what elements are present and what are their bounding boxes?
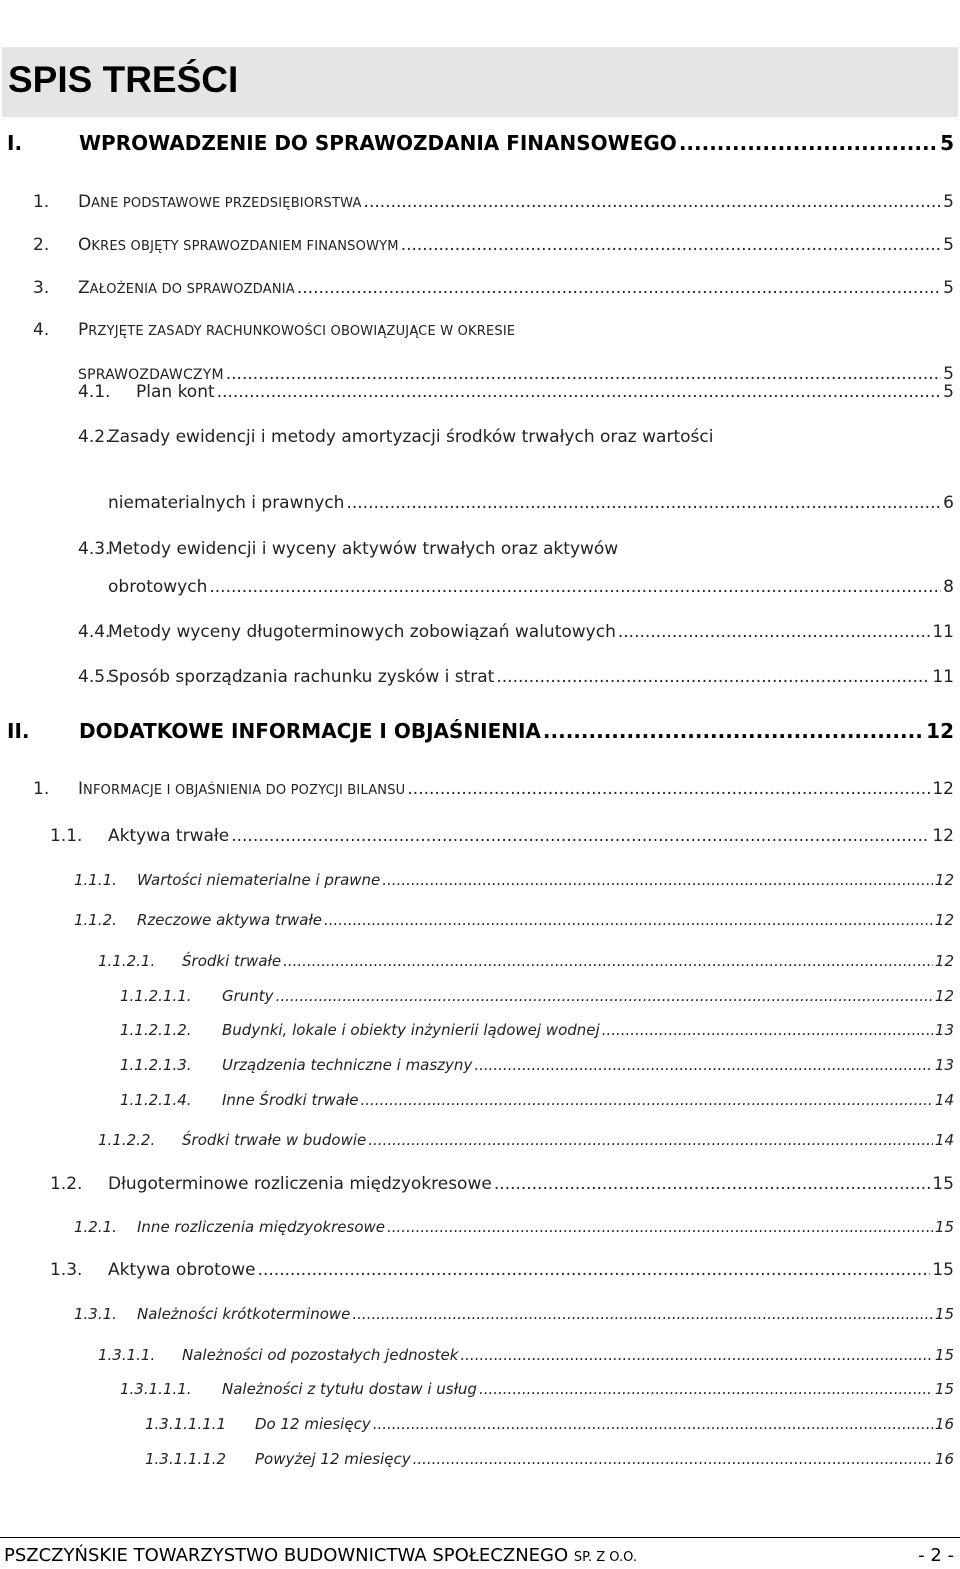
- toc-entry-page: 16: [934, 1415, 954, 1433]
- toc-entry[interactable]: [33, 235, 954, 255]
- toc-entry-text: Grunty: [222, 987, 274, 1005]
- toc-entry[interactable]: [98, 1346, 954, 1364]
- toc-entry-text: Metody ewidencji i wyceny aktywów trwałych oraz aktywów: [108, 539, 619, 559]
- toc-leader-dots: [407, 779, 930, 799]
- toc-entry[interactable]: [50, 1174, 954, 1194]
- toc-entry[interactable]: [78, 622, 954, 642]
- toc-entry-text: Urządzenia techniczne i maszyny: [222, 1056, 473, 1074]
- toc-entry-number: 1.2.1.: [74, 1218, 117, 1236]
- toc-entry-text-smallcaps: ANE PODSTAWOWE PRZEDSIĘBIORSTWA: [91, 196, 362, 211]
- toc-entry-text: Długoterminowe rozliczenia międzyokresowe: [108, 1174, 492, 1194]
- toc-entry-number: 4.: [33, 320, 50, 340]
- toc-entry[interactable]: [108, 577, 954, 597]
- toc-leader-dots: [413, 1450, 933, 1468]
- toc-entry[interactable]: [33, 278, 954, 298]
- toc-entry-text: [78, 278, 295, 298]
- toc-entry[interactable]: [7, 131, 954, 155]
- toc-entry-text-initial: P: [78, 320, 89, 340]
- toc-entry-number: 4.2.: [78, 427, 111, 447]
- toc-entry[interactable]: [108, 493, 954, 513]
- toc-entry[interactable]: [74, 1305, 954, 1323]
- toc-entry-page: 15: [934, 1218, 954, 1236]
- toc-entry-text: Aktywa trwałe: [108, 826, 230, 846]
- toc-entry-text: Do 12 miesięcy: [255, 1415, 371, 1433]
- toc-entry-page: 15: [932, 1174, 954, 1194]
- toc-leader-dots: [679, 131, 938, 155]
- toc-entry-page: 15: [934, 1346, 954, 1364]
- toc-entry-number: 4.1.: [78, 382, 111, 402]
- toc-entry-text: Należności krótkoterminowe: [137, 1305, 351, 1323]
- toc-leader-dots: [373, 1415, 933, 1433]
- toc-entry-page: 5: [940, 131, 954, 155]
- toc-entry-page: 14: [934, 1131, 954, 1149]
- toc-entry-page: 12: [932, 779, 954, 799]
- toc-entry[interactable]: [33, 192, 954, 212]
- toc-entry-text: Metody wyceny długoterminowych zobowiązań walutowych: [108, 622, 616, 642]
- footer-page-number: - 2 -: [918, 1545, 954, 1566]
- toc-leader-dots: [226, 364, 941, 384]
- toc-leader-dots: [387, 1218, 933, 1236]
- toc-entry-text-continued: obrotowych: [108, 577, 208, 597]
- toc-leader-dots: [479, 1380, 933, 1398]
- toc-entry-page: 11: [932, 667, 954, 687]
- toc-entry-text: DODATKOWE INFORMACJE I OBJAŚNIENIA: [79, 719, 541, 743]
- toc-entry-first-line[interactable]: [78, 427, 713, 447]
- toc-leader-dots: [217, 382, 942, 402]
- toc-entry[interactable]: [120, 1021, 954, 1039]
- toc-entry[interactable]: [78, 364, 954, 384]
- toc-entry-number: 1.1.2.1.1.: [120, 987, 192, 1005]
- toc-entry-text-initial: I: [78, 779, 84, 799]
- toc-entry-text: Wartości niematerialne i prawne: [137, 871, 381, 889]
- toc-entry-text: Zasady ewidencji i metody amortyzacji środków trwałych oraz wartości: [108, 427, 714, 447]
- footer-divider: [0, 1537, 960, 1538]
- toc-leader-dots: [231, 826, 930, 846]
- toc-entry-number: I.: [7, 131, 23, 155]
- footer-company-suffix: SP. Z O.O.: [573, 1550, 637, 1565]
- toc-entry-text: Należności z tytułu dostaw i usług: [222, 1380, 477, 1398]
- toc-entry-text-continued: niematerialnych i prawnych: [108, 493, 345, 513]
- toc-entry-page: 12: [934, 987, 954, 1005]
- toc-entry-number: 3.: [33, 278, 50, 298]
- toc-entry-text: Sposób sporządzania rachunku zysków i strat: [108, 667, 495, 687]
- toc-leader-dots: [297, 278, 941, 298]
- toc-entry-number: 4.4.: [78, 622, 111, 642]
- toc-entry-number: 1.: [33, 192, 50, 212]
- toc-entry-page: 14: [934, 1091, 954, 1109]
- toc-entry-page: 11: [932, 622, 954, 642]
- toc-entry-number: 1.1.2.2.: [98, 1131, 156, 1149]
- toc-entry-number: 1.3.1.1.: [98, 1346, 156, 1364]
- toc-entry-text: [78, 779, 405, 799]
- toc-entry-page: 5: [943, 235, 954, 255]
- toc-entry[interactable]: [98, 952, 954, 970]
- toc-leader-dots: [602, 1021, 933, 1039]
- toc-entry-page: 13: [934, 1056, 954, 1074]
- toc-entry-text: Środki trwałe: [182, 952, 282, 970]
- toc-entry-number: 1.3.1.1.1.2: [145, 1450, 227, 1468]
- toc-entry-page: 8: [943, 577, 954, 597]
- toc-entry-number: 1.1.2.1.3.: [120, 1056, 192, 1074]
- toc-entry-number: 1.2.: [50, 1174, 83, 1194]
- toc-entry-text-initial: Z: [78, 278, 90, 298]
- toc-leader-dots: [352, 1305, 933, 1323]
- toc-entry-number: 1.1.1.: [74, 871, 117, 889]
- toc-entry-page: 12: [934, 911, 954, 929]
- toc-entry-text: Aktywa obrotowe: [108, 1260, 256, 1280]
- toc-leader-dots: [382, 871, 933, 889]
- toc-leader-dots: [494, 1174, 931, 1194]
- toc-entry[interactable]: [50, 1260, 954, 1280]
- toc-entry-text: Inne rozliczenia międzyokresowe: [137, 1218, 385, 1236]
- toc-entry[interactable]: [74, 911, 954, 929]
- toc-entry[interactable]: [33, 779, 954, 799]
- toc-entry-number: 1.: [33, 779, 50, 799]
- toc-entry[interactable]: [78, 667, 954, 687]
- toc-entry-text-smallcaps: KRES OBJĘTY SPRAWOZDANIEM FINANSOWYM: [91, 239, 399, 254]
- toc-leader-dots: [346, 493, 941, 513]
- toc-entry-number: 4.5.: [78, 667, 111, 687]
- toc-entry-page: 5: [943, 278, 954, 298]
- toc-leader-dots: [258, 1260, 931, 1280]
- toc-entry[interactable]: [120, 1091, 954, 1109]
- toc-entry-page: 15: [932, 1260, 954, 1280]
- toc-entry[interactable]: [7, 719, 954, 743]
- toc-leader-dots: [368, 1131, 933, 1149]
- toc-entry-page: 12: [934, 952, 954, 970]
- toc-entry-page: 15: [934, 1305, 954, 1323]
- toc-entry-page: 6: [943, 493, 954, 513]
- toc-entry-page: 5: [943, 192, 954, 212]
- toc-entry-text: Należności od pozostałych jednostek: [182, 1346, 459, 1364]
- toc-entry-text: WPROWADZENIE DO SPRAWOZDANIA FINANSOWEGO: [79, 131, 677, 155]
- toc-entry[interactable]: [145, 1450, 954, 1468]
- toc-entry-text-continued: SPRAWOZDAWCZYM: [78, 367, 224, 383]
- toc-entry-page: 13: [934, 1021, 954, 1039]
- toc-entry-number: 1.1.: [50, 826, 83, 846]
- toc-entry-text: Rzeczowe aktywa trwałe: [137, 911, 322, 929]
- toc-entry-text-initial: D: [78, 192, 92, 212]
- toc-leader-dots: [618, 622, 931, 642]
- toc-leader-dots: [474, 1056, 933, 1074]
- toc-leader-dots: [496, 667, 930, 687]
- toc-entry-page: 5: [943, 364, 954, 384]
- toc-leader-dots: [361, 1091, 933, 1109]
- toc-entry[interactable]: [120, 1056, 954, 1074]
- toc-entry-text-smallcaps: NFORMACJE I OBJAŚNIENIA DO POZYCJI BILANSU: [83, 783, 406, 798]
- toc-entry[interactable]: [120, 987, 954, 1005]
- toc-leader-dots: [276, 987, 933, 1005]
- toc-entry-page: 16: [934, 1450, 954, 1468]
- toc-entry-first-line[interactable]: [78, 539, 618, 559]
- toc-entry[interactable]: [74, 871, 954, 889]
- toc-entry-text: [78, 192, 362, 212]
- toc-entry-text: Inne Środki trwałe: [222, 1091, 359, 1109]
- toc-entry-number: II.: [7, 719, 30, 743]
- toc-leader-dots: [283, 952, 933, 970]
- toc-entry-page: 12: [926, 719, 954, 743]
- toc-entry-text-smallcaps: AŁOŻENIA DO SPRAWOZDANIA: [89, 282, 295, 297]
- toc-leader-dots: [209, 577, 941, 597]
- toc-entry-page: 15: [934, 1380, 954, 1398]
- toc-entry-page: 12: [932, 826, 954, 846]
- toc-entry-page: 5: [943, 382, 954, 402]
- toc-entry-page: 12: [934, 871, 954, 889]
- toc-entry-text-initial: O: [78, 235, 92, 255]
- toc-entry[interactable]: [50, 826, 954, 846]
- toc-entry-number: 1.3.1.1.1.: [120, 1380, 192, 1398]
- footer-company-name: PSZCZYŃSKIE TOWARZYSTWO BUDOWNICTWA SPOŁECZNEGO: [4, 1545, 569, 1566]
- toc-leader-dots: [364, 192, 942, 212]
- toc-entry-first-line[interactable]: [33, 320, 515, 340]
- toc-entry-number: 1.1.2.1.: [98, 952, 156, 970]
- toc-leader-dots: [324, 911, 933, 929]
- toc-entry-number: 1.3.1.: [74, 1305, 117, 1323]
- toc-entry-number: 1.1.2.: [74, 911, 117, 929]
- toc-entry[interactable]: [120, 1380, 954, 1398]
- toc-entry-text: Budynki, lokale i obiekty inżynierii lądowej wodnej: [222, 1021, 600, 1039]
- toc-entry-number: 2.: [33, 235, 50, 255]
- toc-entry-text-smallcaps: RZYJĘTE ZASADY RACHUNKOWOŚCI OBOWIĄZUJĄCE W OKRESIE: [88, 324, 516, 339]
- toc-entry-text: [78, 235, 399, 255]
- toc-entry[interactable]: [98, 1131, 954, 1149]
- toc-entry-number: 1.1.2.1.2.: [120, 1021, 192, 1039]
- toc-entry-number: 4.3.: [78, 539, 111, 559]
- toc-leader-dots: [401, 235, 941, 255]
- toc-entry[interactable]: [78, 382, 954, 402]
- toc-entry[interactable]: [145, 1415, 954, 1433]
- toc-entry-number: 1.3.1.1.1.1: [145, 1415, 227, 1433]
- page-title: SPIS TREŚCI: [8, 59, 239, 100]
- toc-entry-number: 1.1.2.1.4.: [120, 1091, 192, 1109]
- toc-entry-text: Środki trwałe w budowie: [182, 1131, 367, 1149]
- toc-leader-dots: [543, 719, 924, 743]
- toc-entry-text: Plan kont: [136, 382, 215, 402]
- toc-entry[interactable]: [74, 1218, 954, 1236]
- toc-entry-text: Powyżej 12 miesięcy: [255, 1450, 411, 1468]
- footer-company: [4, 1545, 637, 1566]
- toc-entry-number: 1.3.: [50, 1260, 83, 1280]
- toc-leader-dots: [460, 1346, 933, 1364]
